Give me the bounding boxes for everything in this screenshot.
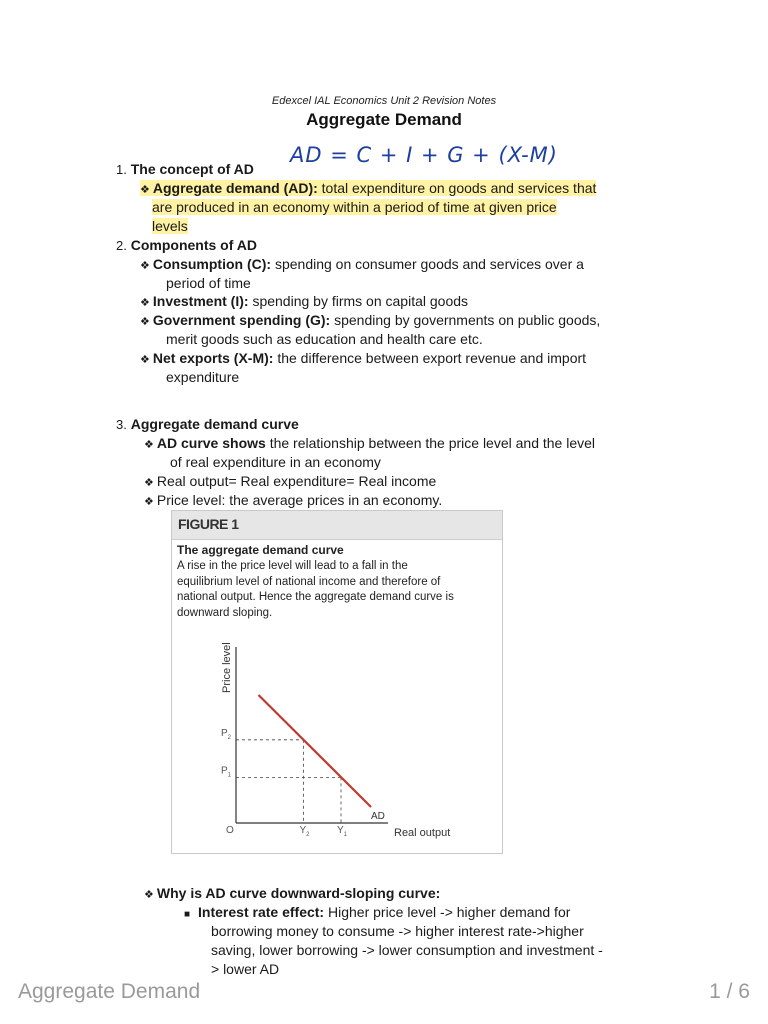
ad-curve-shows-item: ❖ AD curve shows the relationship between the price level and the level (144, 435, 596, 451)
diamond-bullet-icon: ❖ (144, 496, 154, 508)
interest-rate-effect-line3: saving, lower borrowing -> lower consumption and investment - (211, 942, 603, 958)
ad-definition-line2: are produced in an economy within a period of time at given price (152, 199, 557, 215)
figure-label: FIGURE 1 (178, 516, 239, 532)
figure-1 (171, 510, 503, 854)
diamond-bullet-icon: ❖ (144, 477, 154, 489)
diamond-bullet-icon: ❖ (140, 297, 150, 309)
x-tick-label-Y1: $Y_1$ (337, 825, 348, 838)
ad-definition-line3: levels (152, 218, 188, 234)
diamond-bullet-icon: ❖ (144, 889, 154, 901)
net-exports-item-line2: expenditure (166, 369, 240, 385)
diamond-bullet-icon: ❖ (140, 260, 150, 272)
section-2-heading: 2. Components of AD (116, 237, 257, 253)
government-item-line2: merit goods such as education and health care etc. (166, 331, 483, 347)
square-bullet-icon: ■ (184, 909, 191, 920)
figure-description: A rise in the price level will lead to a fall in the equilibrium level of national income and therefore of national output. Hence the aggregate demand curve is downward sloping. (177, 560, 454, 619)
section-1-heading: 1. The concept of AD (116, 161, 254, 177)
section-3-heading: 3. Aggregate demand curve (116, 416, 299, 432)
why-heading: ❖ Why is AD curve downward-sloping curve: (144, 885, 441, 901)
interest-rate-effect-line2: borrowing money to consume -> higher interest rate->higher (211, 923, 584, 939)
price-level-item: ❖ Price level: the average prices in an economy. (144, 492, 443, 508)
y-tick-label-P2: $P_2$ (221, 727, 232, 741)
ad-curve-line-0 (259, 695, 372, 807)
diamond-bullet-icon: ❖ (140, 316, 150, 328)
footer-document-title: Aggregate Demand (18, 980, 201, 1003)
diamond-bullet-icon: ❖ (140, 354, 150, 366)
government-item: ❖ Government spending (G): spending by governments on public goods, (140, 312, 601, 328)
interest-rate-effect-line1: ■ Interest rate effect: Higher price level -> higher demand for (184, 904, 571, 920)
diamond-bullet-icon: ❖ (140, 184, 150, 196)
document-subtitle: Edexcel IAL Economics Unit 2 Revision Notes (271, 95, 497, 107)
x-axis-label: Real output (394, 827, 451, 839)
page-indicator: 1 / 6 (709, 980, 750, 1003)
origin-label: O (226, 825, 234, 836)
y-tick-label-P1: $P_1$ (221, 765, 232, 779)
document-title: Aggregate Demand (306, 110, 462, 129)
x-tick-label-Y2: $Y_2$ (299, 825, 310, 838)
chart-marks (221, 695, 385, 838)
y-axis-label: Price level (221, 642, 233, 693)
series-label-AD: AD (371, 811, 385, 822)
ad-definition-line1: ❖ Aggregate demand (AD): total expenditure on goods and services that (140, 180, 597, 196)
consumption-item-line2: period of time (166, 275, 251, 291)
figure-title: The aggregate demand curve (177, 543, 344, 557)
investment-item: ❖ Investment (I): spending by firms on capital goods (140, 293, 469, 309)
interest-rate-effect-line4: > lower AD (211, 961, 280, 977)
diamond-bullet-icon: ❖ (144, 439, 154, 451)
real-output-item: ❖ Real output= Real expenditure= Real income (144, 473, 437, 489)
net-exports-item: ❖ Net exports (X-M): the difference between export revenue and import (140, 350, 587, 366)
consumption-item: ❖ Consumption (C): spending on consumer goods and services over a (140, 256, 584, 272)
ad-chart (172, 511, 502, 853)
handwritten-formula: AD = C + I + G + (X-M) (290, 143, 558, 167)
ad-curve-shows-line2: of real expenditure in an economy (170, 454, 381, 470)
